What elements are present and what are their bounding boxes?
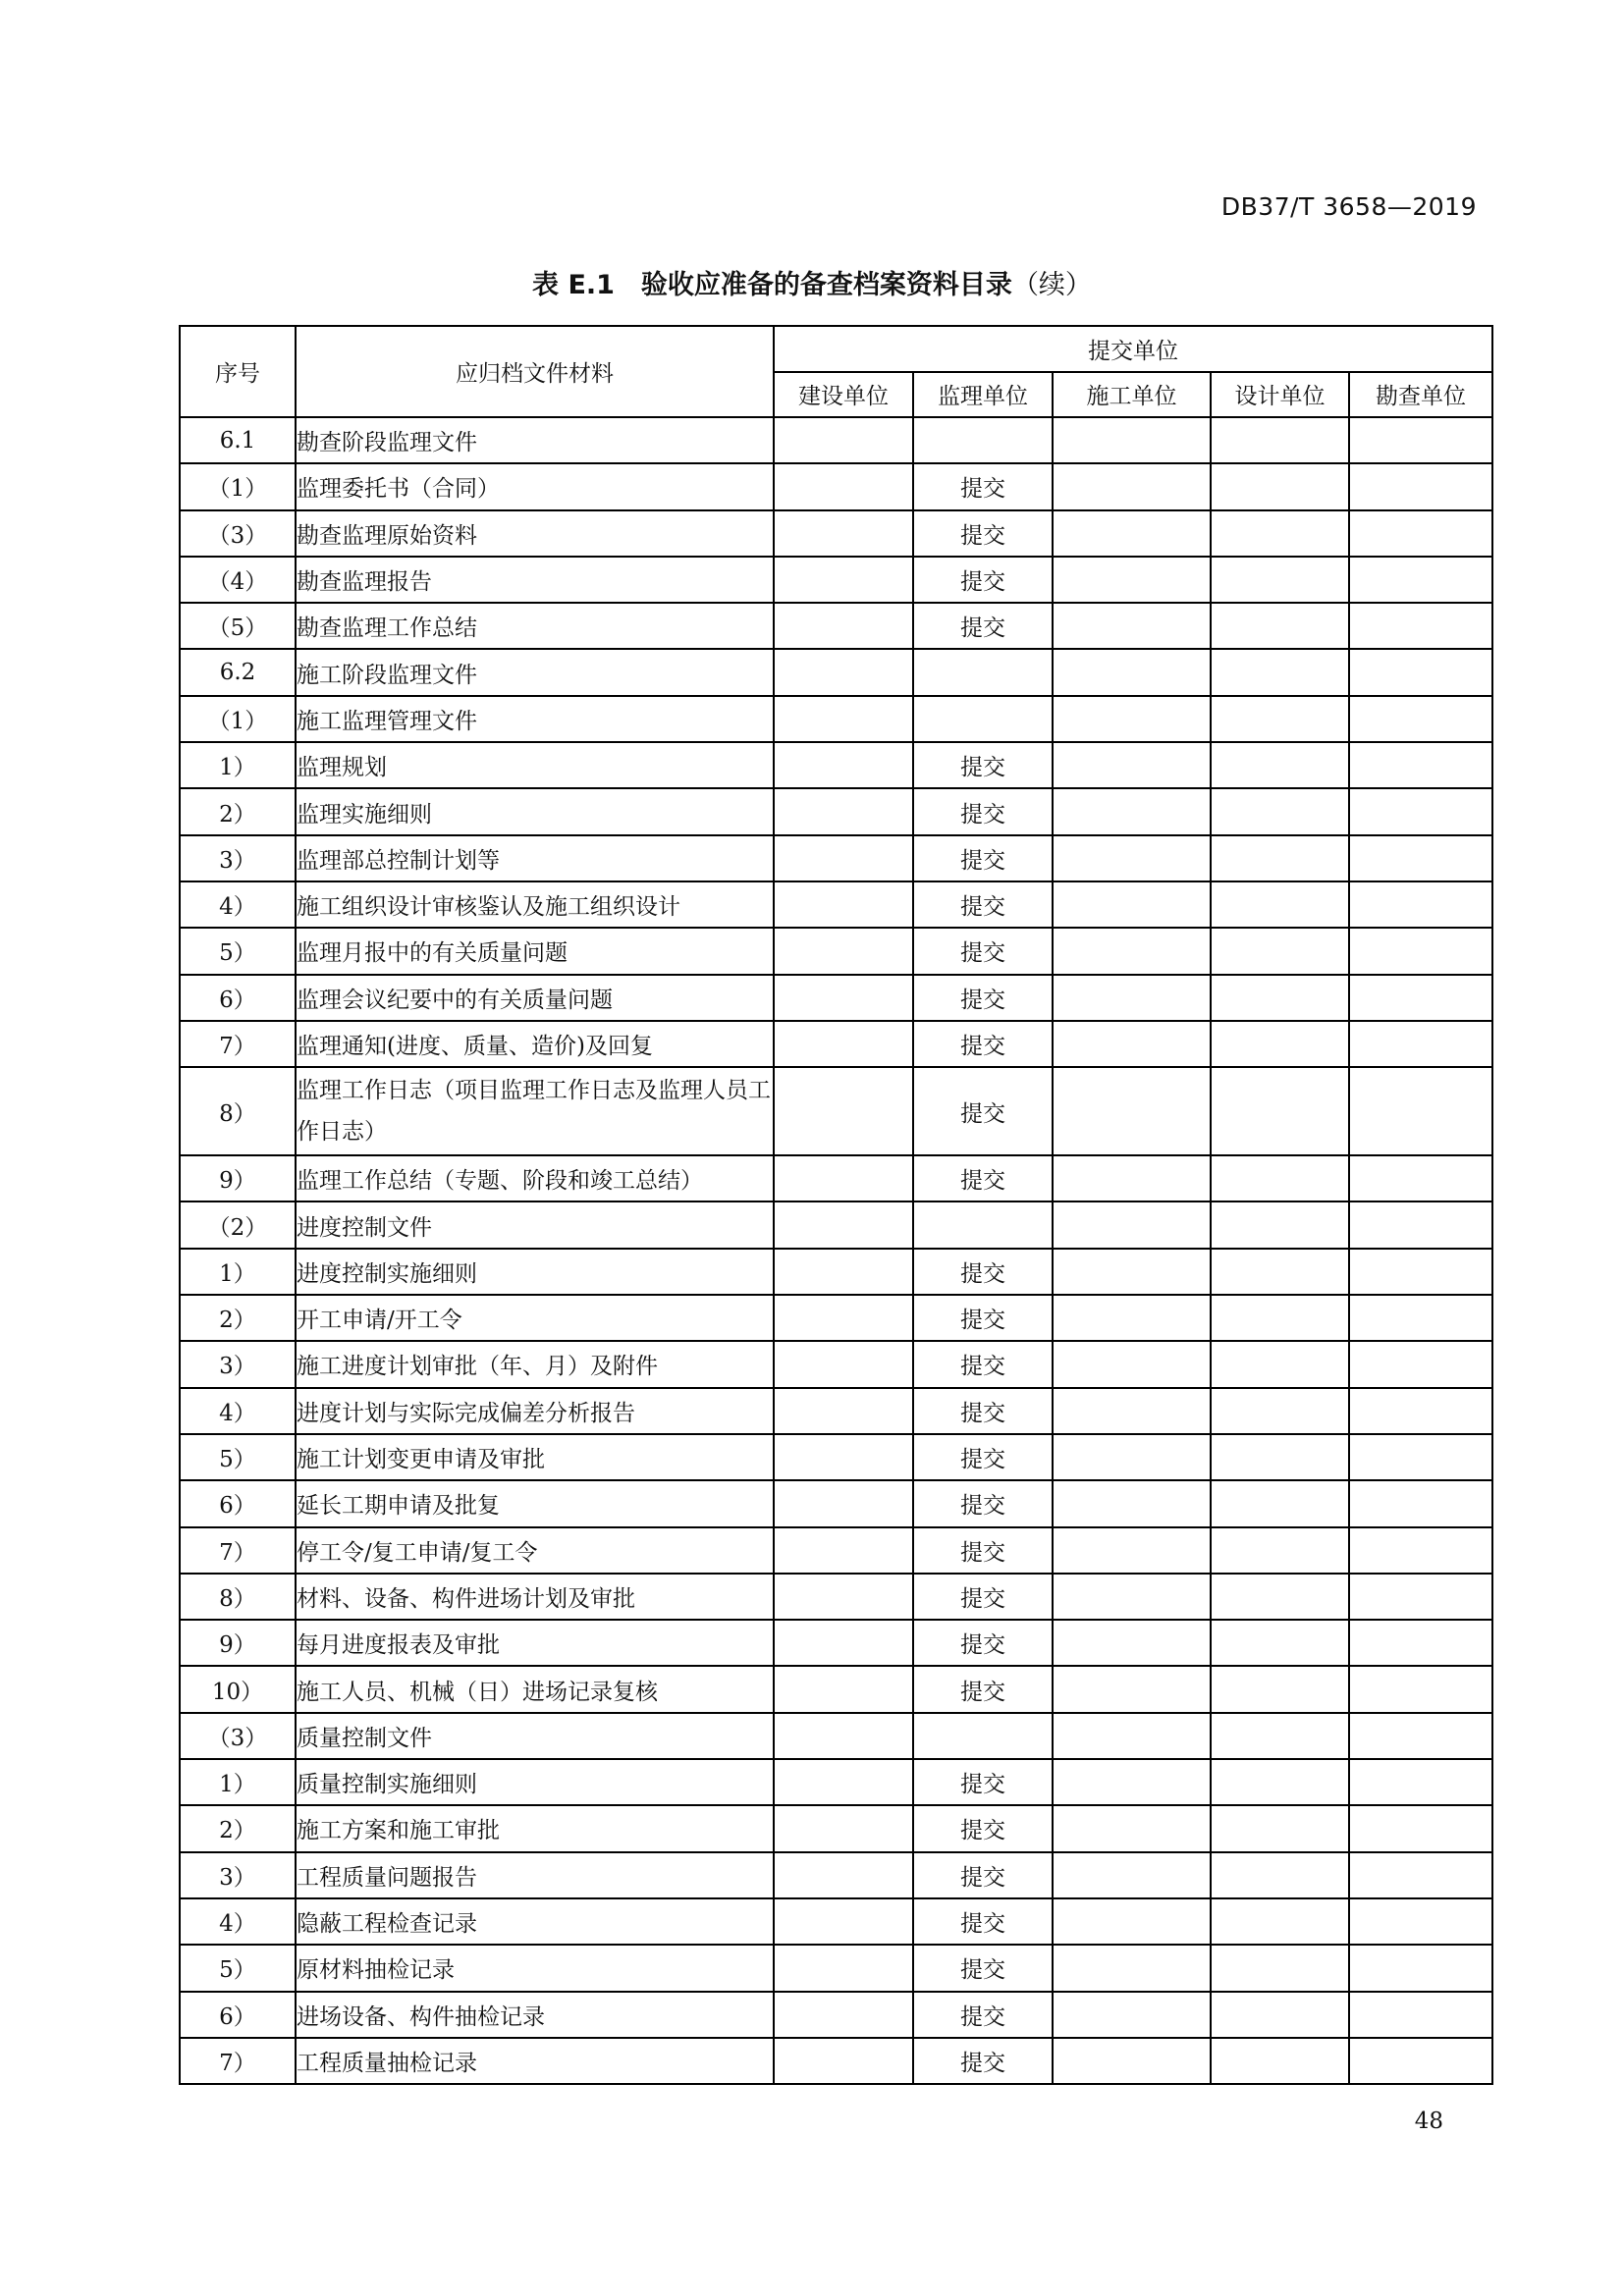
row-document: 原材料抽检记录: [296, 1945, 774, 1991]
row-unit-cell: [774, 1805, 913, 1851]
row-unit-cell: [774, 510, 913, 557]
row-unit-cell: [1349, 1021, 1492, 1067]
row-unit-cell: [1053, 1480, 1211, 1526]
row-unit-cell: [1053, 1713, 1211, 1759]
row-unit-cell: [1349, 788, 1492, 834]
row-unit-cell: [1349, 603, 1492, 649]
table-row: [180, 1805, 1492, 1851]
row-unit-cell: 提交: [913, 1759, 1053, 1805]
row-unit-cell: [1211, 1945, 1349, 1991]
row-unit-cell: [774, 1249, 913, 1295]
row-unit-cell: 提交: [913, 1666, 1053, 1712]
table-row: [180, 1527, 1492, 1574]
row-unit-cell: [1053, 1201, 1211, 1248]
row-unit-cell: [1053, 1527, 1211, 1574]
row-document: 材料、设备、构件进场计划及审批: [296, 1574, 774, 1620]
row-unit-cell: [1349, 1067, 1492, 1155]
row-unit-cell: [1349, 1341, 1492, 1387]
row-unit-cell: [1349, 742, 1492, 788]
row-unit-cell: [1211, 696, 1349, 742]
table-row: [180, 1295, 1492, 1341]
row-unit-cell: [774, 2038, 913, 2084]
row-unit-cell: [774, 1945, 913, 1991]
table-row: [180, 1249, 1492, 1295]
row-unit-cell: [774, 835, 913, 881]
table-row: [180, 1067, 1492, 1155]
row-document: 监理规划: [296, 742, 774, 788]
row-unit-cell: [1053, 557, 1211, 603]
row-seq: 6.1: [180, 417, 296, 463]
row-unit-cell: 提交: [913, 557, 1053, 603]
row-unit-cell: 提交: [913, 1574, 1053, 1620]
row-seq: 2）: [180, 1295, 296, 1341]
row-unit-cell: [1211, 928, 1349, 974]
row-seq: 8）: [180, 1574, 296, 1620]
row-document: 进度控制实施细则: [296, 1249, 774, 1295]
row-unit-cell: [1211, 1527, 1349, 1574]
row-document: 监理月报中的有关质量问题: [296, 928, 774, 974]
row-unit-cell: [1211, 1992, 1349, 2038]
row-unit-cell: [1053, 1295, 1211, 1341]
table-title-continued: （续）: [1011, 270, 1092, 300]
row-unit-cell: [774, 603, 913, 649]
row-unit-cell: [1211, 463, 1349, 509]
row-seq: （4）: [180, 557, 296, 603]
row-unit-cell: 提交: [913, 1021, 1053, 1067]
row-unit-cell: [774, 928, 913, 974]
table-row: [180, 1898, 1492, 1945]
table-row: [180, 1388, 1492, 1434]
row-unit-cell: 提交: [913, 835, 1053, 881]
row-unit-cell: [1053, 1620, 1211, 1666]
row-unit-cell: [1211, 1249, 1349, 1295]
row-unit-cell: [1349, 1620, 1492, 1666]
row-document: 工程质量抽检记录: [296, 2038, 774, 2084]
row-document: 施工人员、机械（日）进场记录复核: [296, 1666, 774, 1712]
row-unit-cell: [774, 1852, 913, 1898]
row-unit-cell: [913, 696, 1053, 742]
row-unit-cell: [1053, 463, 1211, 509]
table-title-main: 表 E.1 验收应准备的备查档案资料目录: [532, 270, 1012, 300]
table-row: [180, 1713, 1492, 1759]
header-doc: 应归档文件材料: [296, 326, 774, 417]
table-row: [180, 1620, 1492, 1666]
row-seq: 4）: [180, 881, 296, 928]
row-unit-cell: [1349, 1945, 1492, 1991]
row-unit-cell: [1053, 696, 1211, 742]
row-unit-cell: 提交: [913, 975, 1053, 1021]
row-seq: 7）: [180, 2038, 296, 2084]
table-row: [180, 1021, 1492, 1067]
row-unit-cell: [1349, 835, 1492, 881]
row-unit-cell: [774, 742, 913, 788]
row-seq: 9）: [180, 1620, 296, 1666]
row-unit-cell: [1349, 1388, 1492, 1434]
row-unit-cell: [1349, 1201, 1492, 1248]
row-unit-cell: [1053, 1155, 1211, 1201]
row-unit-cell: [774, 1759, 913, 1805]
row-document: 勘查阶段监理文件: [296, 417, 774, 463]
row-unit-cell: [1053, 975, 1211, 1021]
header-unit-design: 设计单位: [1211, 372, 1349, 418]
row-unit-cell: [1349, 881, 1492, 928]
row-seq: 8）: [180, 1067, 296, 1155]
table-row: [180, 1945, 1492, 1991]
row-seq: 10）: [180, 1666, 296, 1712]
row-document: 勘查监理原始资料: [296, 510, 774, 557]
row-unit-cell: [1211, 881, 1349, 928]
header-unit-survey: 勘查单位: [1349, 372, 1492, 418]
row-document: 进度计划与实际完成偏差分析报告: [296, 1388, 774, 1434]
row-document: 延长工期申请及批复: [296, 1480, 774, 1526]
table-row: [180, 742, 1492, 788]
table-row: [180, 881, 1492, 928]
row-unit-cell: [1349, 463, 1492, 509]
row-seq: 9）: [180, 1155, 296, 1201]
row-unit-cell: [1211, 1759, 1349, 1805]
row-unit-cell: 提交: [913, 463, 1053, 509]
row-unit-cell: [774, 1295, 913, 1341]
table-row: [180, 1341, 1492, 1387]
row-unit-cell: [1349, 1852, 1492, 1898]
row-seq: 3）: [180, 1852, 296, 1898]
row-unit-cell: [774, 1574, 913, 1620]
row-seq: 4）: [180, 1388, 296, 1434]
row-unit-cell: [1211, 1155, 1349, 1201]
row-unit-cell: [1053, 1666, 1211, 1712]
table-row: [180, 2038, 1492, 2084]
table-row: [180, 835, 1492, 881]
table-row: [180, 1992, 1492, 2038]
page-number: 48: [1414, 2109, 1443, 2134]
row-document: 勘查监理报告: [296, 557, 774, 603]
header-unit-contractor: 施工单位: [1053, 372, 1211, 418]
standard-code: DB37/T 3658—2019: [1220, 192, 1477, 221]
row-unit-cell: [1349, 1759, 1492, 1805]
row-unit-cell: 提交: [913, 1480, 1053, 1526]
row-unit-cell: [1053, 1249, 1211, 1295]
row-unit-cell: [774, 696, 913, 742]
row-document: 开工申请/开工令: [296, 1295, 774, 1341]
row-unit-cell: 提交: [913, 1295, 1053, 1341]
row-unit-cell: [774, 649, 913, 695]
row-document: 工程质量问题报告: [296, 1852, 774, 1898]
row-unit-cell: [1053, 1805, 1211, 1851]
row-seq: 7）: [180, 1527, 296, 1574]
table-row: [180, 1155, 1492, 1201]
row-document: 监理通知(进度、质量、造价)及回复: [296, 1021, 774, 1067]
row-unit-cell: [1349, 557, 1492, 603]
row-unit-cell: [1349, 417, 1492, 463]
row-unit-cell: [1211, 1713, 1349, 1759]
table-row: [180, 975, 1492, 1021]
row-seq: （1）: [180, 463, 296, 509]
row-unit-cell: [774, 1021, 913, 1067]
row-unit-cell: [1053, 1388, 1211, 1434]
row-unit-cell: [1349, 1805, 1492, 1851]
row-unit-cell: 提交: [913, 603, 1053, 649]
table-row: [180, 649, 1492, 695]
row-unit-cell: 提交: [913, 1434, 1053, 1480]
header-submit-group: 提交单位: [774, 326, 1492, 372]
row-unit-cell: [774, 1480, 913, 1526]
row-unit-cell: [1053, 603, 1211, 649]
row-unit-cell: [1053, 835, 1211, 881]
row-unit-cell: [774, 1155, 913, 1201]
row-seq: 6.2: [180, 649, 296, 695]
row-document: 施工监理管理文件: [296, 696, 774, 742]
row-unit-cell: [1349, 1434, 1492, 1480]
row-unit-cell: [1349, 975, 1492, 1021]
row-unit-cell: [1211, 1434, 1349, 1480]
row-unit-cell: [1211, 649, 1349, 695]
row-document: 勘查监理工作总结: [296, 603, 774, 649]
row-unit-cell: [774, 975, 913, 1021]
row-unit-cell: [913, 417, 1053, 463]
row-unit-cell: 提交: [913, 742, 1053, 788]
row-seq: 2）: [180, 788, 296, 834]
row-document: 监理部总控制计划等: [296, 835, 774, 881]
row-seq: 6）: [180, 975, 296, 1021]
row-unit-cell: [1053, 1067, 1211, 1155]
row-unit-cell: [1053, 1945, 1211, 1991]
row-seq: （3）: [180, 510, 296, 557]
row-unit-cell: 提交: [913, 2038, 1053, 2084]
row-unit-cell: [1053, 742, 1211, 788]
row-unit-cell: [1053, 649, 1211, 695]
row-unit-cell: [1053, 510, 1211, 557]
row-unit-cell: [774, 1388, 913, 1434]
table-row: [180, 1574, 1492, 1620]
row-unit-cell: [1053, 1898, 1211, 1945]
row-unit-cell: 提交: [913, 1898, 1053, 1945]
row-unit-cell: 提交: [913, 510, 1053, 557]
row-unit-cell: [774, 1898, 913, 1945]
row-document: 进度控制文件: [296, 1201, 774, 1248]
header-seq: 序号: [180, 326, 296, 417]
row-unit-cell: [1349, 696, 1492, 742]
row-unit-cell: [1211, 1898, 1349, 1945]
row-document: 停工令/复工申请/复工令: [296, 1527, 774, 1574]
row-seq: 5）: [180, 1434, 296, 1480]
row-unit-cell: [1349, 1249, 1492, 1295]
row-seq: （2）: [180, 1201, 296, 1248]
row-unit-cell: [1053, 928, 1211, 974]
row-unit-cell: [774, 1341, 913, 1387]
row-unit-cell: [1053, 881, 1211, 928]
row-unit-cell: [1053, 1759, 1211, 1805]
row-seq: 2）: [180, 1805, 296, 1851]
row-document: 每月进度报表及审批: [296, 1620, 774, 1666]
row-unit-cell: [913, 649, 1053, 695]
row-unit-cell: [774, 463, 913, 509]
table-row: [180, 510, 1492, 557]
table-row: [180, 928, 1492, 974]
row-seq: 7）: [180, 1021, 296, 1067]
table-row: [180, 557, 1492, 603]
row-unit-cell: 提交: [913, 928, 1053, 974]
row-document: 质量控制文件: [296, 1713, 774, 1759]
row-unit-cell: [1211, 742, 1349, 788]
table-row: [180, 463, 1492, 509]
row-unit-cell: 提交: [913, 881, 1053, 928]
row-unit-cell: [774, 1666, 913, 1712]
row-unit-cell: 提交: [913, 788, 1053, 834]
row-unit-cell: [1211, 1021, 1349, 1067]
row-unit-cell: [1349, 1713, 1492, 1759]
row-unit-cell: [1053, 417, 1211, 463]
row-unit-cell: [1211, 1388, 1349, 1434]
row-unit-cell: [1053, 1341, 1211, 1387]
row-seq: 6）: [180, 1992, 296, 2038]
header-unit-supervision: 监理单位: [913, 372, 1053, 418]
row-unit-cell: [1211, 1480, 1349, 1526]
row-unit-cell: [1053, 1992, 1211, 2038]
table-row: [180, 696, 1492, 742]
header-unit-construction-owner: 建设单位: [774, 372, 913, 418]
row-document: 施工组织设计审核鉴认及施工组织设计: [296, 881, 774, 928]
row-seq: 3）: [180, 835, 296, 881]
row-seq: 1）: [180, 1249, 296, 1295]
row-seq: 1）: [180, 1759, 296, 1805]
row-unit-cell: [1349, 649, 1492, 695]
row-unit-cell: [1349, 1666, 1492, 1712]
row-unit-cell: [1349, 1155, 1492, 1201]
row-document: 监理会议纪要中的有关质量问题: [296, 975, 774, 1021]
row-document: 施工计划变更申请及审批: [296, 1434, 774, 1480]
table-title: [0, 263, 1624, 301]
row-document: 监理实施细则: [296, 788, 774, 834]
row-seq: （3）: [180, 1713, 296, 1759]
table-row: [180, 1666, 1492, 1712]
row-document: 施工阶段监理文件: [296, 649, 774, 695]
row-unit-cell: [1053, 2038, 1211, 2084]
row-unit-cell: [1349, 1898, 1492, 1945]
row-unit-cell: [774, 1201, 913, 1248]
row-unit-cell: [1349, 1480, 1492, 1526]
row-unit-cell: [774, 417, 913, 463]
row-unit-cell: [1211, 1805, 1349, 1851]
row-unit-cell: [913, 1713, 1053, 1759]
table-row: [180, 1759, 1492, 1805]
row-seq: 5）: [180, 1945, 296, 1991]
row-unit-cell: [774, 1067, 913, 1155]
row-unit-cell: [1211, 1574, 1349, 1620]
row-document: 施工进度计划审批（年、月）及附件: [296, 1341, 774, 1387]
row-unit-cell: [774, 788, 913, 834]
table-row: [180, 417, 1492, 463]
row-unit-cell: 提交: [913, 1945, 1053, 1991]
row-unit-cell: [1211, 788, 1349, 834]
row-unit-cell: [774, 1713, 913, 1759]
row-seq: 4）: [180, 1898, 296, 1945]
row-unit-cell: [774, 881, 913, 928]
table-body: [180, 417, 1492, 2084]
row-unit-cell: [1053, 1021, 1211, 1067]
row-unit-cell: [1211, 1201, 1349, 1248]
row-unit-cell: [1211, 1620, 1349, 1666]
row-unit-cell: [1053, 1434, 1211, 1480]
table-row: [180, 603, 1492, 649]
row-unit-cell: [1349, 2038, 1492, 2084]
row-document: 质量控制实施细则: [296, 1759, 774, 1805]
row-unit-cell: 提交: [913, 1341, 1053, 1387]
row-unit-cell: [774, 557, 913, 603]
row-unit-cell: 提交: [913, 1067, 1053, 1155]
row-seq: 3）: [180, 1341, 296, 1387]
row-document: 监理工作总结（专题、阶段和竣工总结）: [296, 1155, 774, 1201]
table-row: [180, 1480, 1492, 1526]
row-unit-cell: 提交: [913, 1620, 1053, 1666]
archive-table: [179, 325, 1493, 2085]
row-unit-cell: [1349, 1295, 1492, 1341]
table-row: [180, 1201, 1492, 1248]
row-unit-cell: [1211, 557, 1349, 603]
row-unit-cell: 提交: [913, 1992, 1053, 2038]
row-unit-cell: [1349, 1992, 1492, 2038]
row-seq: 1）: [180, 742, 296, 788]
row-unit-cell: [1211, 1666, 1349, 1712]
row-unit-cell: [1349, 1574, 1492, 1620]
row-unit-cell: [1211, 417, 1349, 463]
row-unit-cell: 提交: [913, 1249, 1053, 1295]
row-unit-cell: 提交: [913, 1527, 1053, 1574]
row-unit-cell: [1349, 510, 1492, 557]
row-unit-cell: [1349, 928, 1492, 974]
row-unit-cell: 提交: [913, 1388, 1053, 1434]
row-unit-cell: [1053, 1852, 1211, 1898]
row-unit-cell: [774, 1620, 913, 1666]
table-row: [180, 1434, 1492, 1480]
row-unit-cell: [1211, 835, 1349, 881]
row-unit-cell: [1349, 1527, 1492, 1574]
row-unit-cell: [774, 1527, 913, 1574]
row-document: 监理委托书（合同）: [296, 463, 774, 509]
row-unit-cell: [1211, 2038, 1349, 2084]
row-seq: （5）: [180, 603, 296, 649]
table-row: [180, 788, 1492, 834]
row-unit-cell: [1211, 1295, 1349, 1341]
row-unit-cell: [1053, 1574, 1211, 1620]
row-document: 隐蔽工程检查记录: [296, 1898, 774, 1945]
row-unit-cell: [1211, 1852, 1349, 1898]
row-unit-cell: 提交: [913, 1852, 1053, 1898]
row-unit-cell: [774, 1992, 913, 2038]
row-seq: 6）: [180, 1480, 296, 1526]
row-unit-cell: [1211, 603, 1349, 649]
table-row: [180, 1852, 1492, 1898]
row-unit-cell: 提交: [913, 1805, 1053, 1851]
row-unit-cell: 提交: [913, 1155, 1053, 1201]
row-document: 监理工作日志（项目监理工作日志及监理人员工作日志）: [296, 1067, 774, 1155]
row-unit-cell: [1211, 1067, 1349, 1155]
row-document: 进场设备、构件抽检记录: [296, 1992, 774, 2038]
row-seq: （1）: [180, 696, 296, 742]
row-unit-cell: [1211, 975, 1349, 1021]
row-unit-cell: [774, 1434, 913, 1480]
row-seq: 5）: [180, 928, 296, 974]
row-document: 施工方案和施工审批: [296, 1805, 774, 1851]
row-unit-cell: [1211, 510, 1349, 557]
row-unit-cell: [913, 1201, 1053, 1248]
row-unit-cell: [1053, 788, 1211, 834]
row-unit-cell: [1211, 1341, 1349, 1387]
